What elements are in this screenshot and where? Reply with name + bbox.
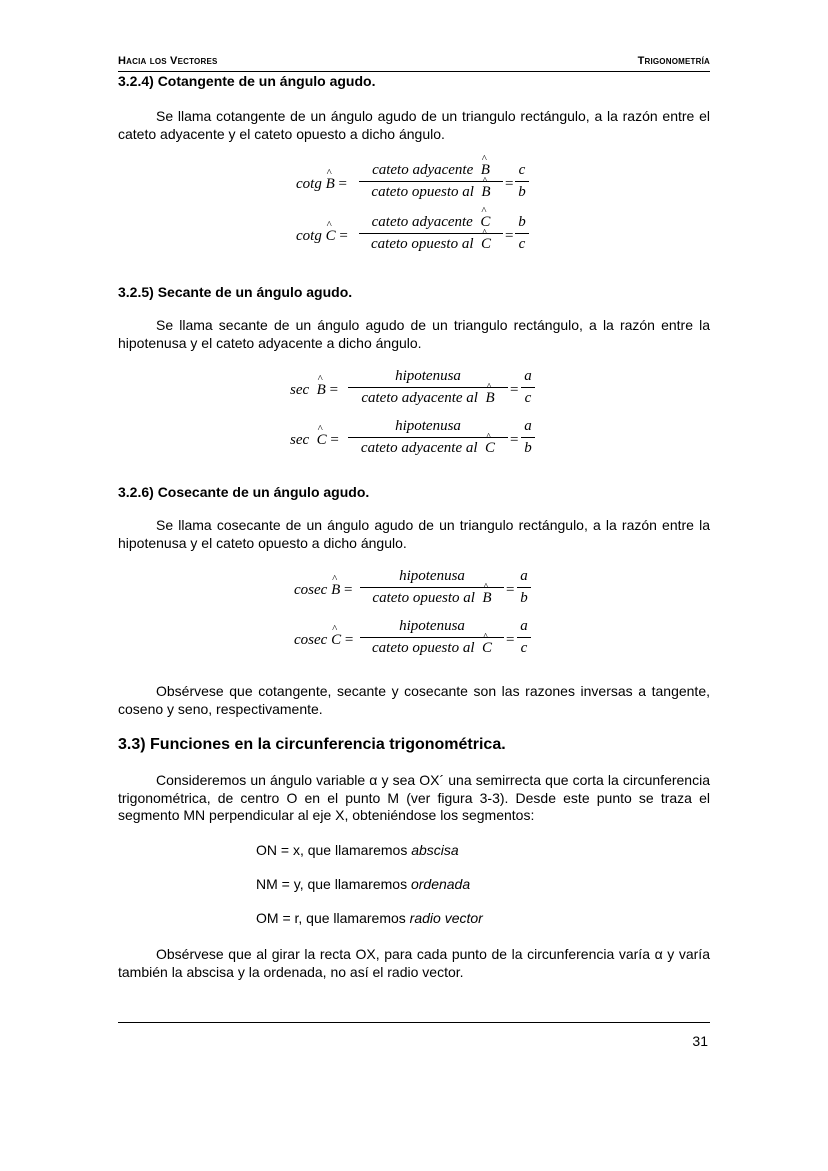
list-item: NM = y, que llamaremos ordenada — [256, 876, 471, 892]
fraction: hipotenusa cateto adyacente al ^ C — [348, 418, 508, 457]
formula-fn: cotg — [296, 176, 322, 192]
angle-symbol: ^ B — [326, 176, 335, 193]
angle-symbol: ^ B — [317, 382, 326, 399]
paragraph-functions: Consideremos un ángulo variable α y sea OX´ una semirrecta que corta la circunferencia trigonométrica, de centro O en el punto M (ver figura 3-3). Desde este punto se traza el segmento MN perpendicular al eje X, obteniéndose los segmentos: — [118, 772, 710, 823]
header-rule — [118, 71, 710, 72]
running-header-left: Hacia los Vectores — [118, 55, 218, 67]
denominator: cateto adyacente al — [360, 440, 478, 456]
angle-symbol: ^ C — [331, 632, 341, 649]
formula-cosec-b: cosec ^ B = hipotenusa cateto opuesto al ^ B = $\frac{a}{b}$ — [294, 568, 544, 616]
fraction: cateto adyacente ^ B cateto opuesto al ^ B — [359, 162, 503, 201]
footer-rule — [118, 1022, 710, 1023]
fraction: hipotenusa cateto opuesto al ^ C — [360, 618, 504, 657]
numerator: hipotenusa — [348, 368, 508, 388]
list-item: ON = x, que llamaremos abscisa — [256, 842, 459, 858]
angle-symbol: ^ C — [317, 432, 327, 449]
formula-fn: cosec — [294, 632, 328, 648]
running-header-right: Trigonometría — [637, 55, 710, 67]
section-title-secant: 3.2.5) Secante de un ángulo agudo. — [118, 284, 353, 300]
formula-cotg-b: cotg ^ B = cateto adyacente ^ B cateto opuesto al ^ B = $\frac{c}{b}$ — [296, 162, 546, 210]
page-number: 31 — [692, 1033, 708, 1049]
ratio: $\frac{a}{c}$ — [517, 618, 531, 657]
formula-sec-c: sec ^ C = hipotenusa cateto adyacente al ^ C = $\frac{a}{b}$ — [290, 418, 550, 466]
denominator: cateto adyacente al — [361, 390, 478, 406]
fraction: cateto adyacente ^ C cateto opuesto al ^ C — [359, 214, 503, 253]
fraction: hipotenusa cateto adyacente al ^ B — [348, 368, 508, 407]
section-title-cosecant: 3.2.6) Cosecante de un ángulo agudo. — [118, 484, 370, 500]
formula-fn: sec — [290, 382, 310, 398]
formula-fn: sec — [290, 432, 310, 448]
formula-fn: cosec — [294, 582, 328, 598]
numerator: hipotenusa — [348, 418, 508, 438]
ratio: $\frac{a}{b}$ — [517, 568, 531, 607]
fraction: hipotenusa cateto opuesto al ^ B — [360, 568, 504, 607]
paragraph-cotangent: Se llama cotangente de un ángulo agudo de un triangulo rectángulo, a la razón entre el cateto adyacente y el cateto opuesto a dicho ángulo. — [118, 108, 710, 142]
section-title-functions: 3.3) Funciones en la circunferencia trigonométrica. — [118, 736, 506, 753]
formula-sec-b: sec ^ B = hipotenusa cateto adyacente al ^ B = $\frac{a}{c}$ — [290, 368, 550, 416]
angle-symbol: ^ B — [331, 582, 340, 599]
numerator: cateto adyacente — [371, 214, 473, 230]
angle-symbol: ^ C — [326, 228, 336, 245]
denominator: cateto opuesto al — [372, 590, 475, 606]
list-item: OM = r, que llamaremos radio vector — [256, 910, 483, 926]
denominator: cateto opuesto al — [372, 640, 475, 656]
ratio: $\frac{a}{c}$ — [521, 368, 535, 407]
formula-cosec-c: cosec ^ C = hipotenusa cateto opuesto al ^ C = $\frac{a}{c}$ — [294, 618, 544, 666]
segment-list — [256, 842, 483, 944]
formula-fn: cotg — [296, 228, 322, 244]
paragraph-secant: Se llama secante de un ángulo agudo de un triangulo rectángulo, a la razón entre la hipotenusa y el cateto adyacente a dicho ángulo. — [118, 317, 710, 351]
numerator: hipotenusa — [360, 618, 504, 638]
paragraph-cosecant: Se llama cosecante de un ángulo agudo de un triangulo rectángulo, a la razón entre la hipotenusa y el cateto opuesto a dicho ángulo. — [118, 517, 710, 551]
closing-paragraph: Obsérvese que al girar la recta OX, para cada punto de la circunferencia varía α y varía también la abscisa y la ordenada, no así el radio vector. — [118, 946, 710, 980]
denominator: cateto opuesto al — [371, 184, 474, 200]
note-inverse-ratios: Obsérvese que cotangente, secante y cosecante son las razones inversas a tangente, coseno y seno, respectivamente. — [118, 683, 710, 717]
numerator: cateto adyacente — [372, 162, 474, 178]
ratio: $\frac{c}{b}$ — [515, 162, 529, 201]
denominator: cateto opuesto al — [371, 236, 474, 252]
numerator: hipotenusa — [360, 568, 504, 588]
ratio: $\frac{a}{b}$ — [521, 418, 535, 457]
formula-cotg-c: cotg ^ C = cateto adyacente ^ C cateto opuesto al ^ C = $\frac{b}{c}$ — [296, 214, 546, 262]
section-title-cotangent: 3.2.4) Cotangente de un ángulo agudo. — [118, 73, 376, 89]
ratio: $\frac{b}{c}$ — [515, 214, 529, 253]
